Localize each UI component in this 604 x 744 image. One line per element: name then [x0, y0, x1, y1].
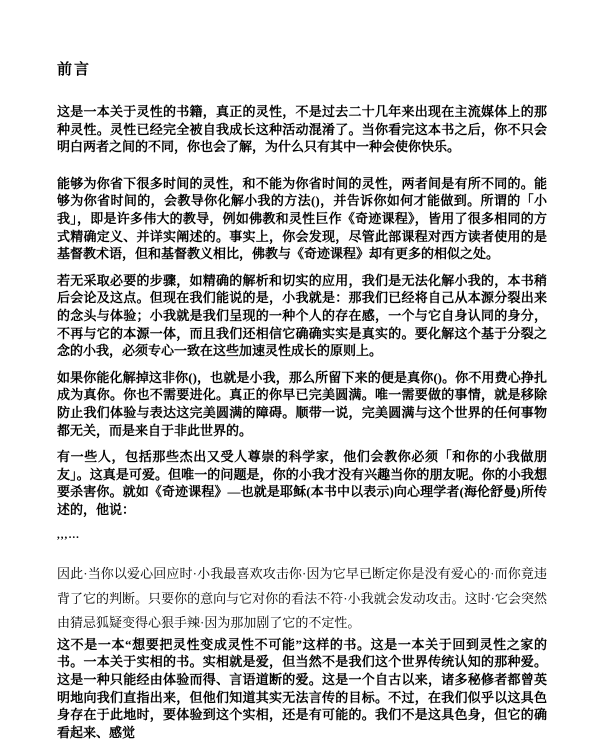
- paragraph-1: 这是一本关于灵性的书籍，真正的灵性，不是过去二十几年来出现在主流媒体上的那种灵性。灵性已经完全被自我成长这种活动混淆了。当你看完这本书之后，你不只会明白两者之间的不同，你也会了解，为什么只有其中一种会使你快乐。: [57, 104, 547, 155]
- paragraph-6-quote-response: 因此·当你以爱心回应时·小我最喜欢攻击你·因为它早已断定你是没有爱心的·而你竟违背了它的判断。只要你的意向与它对你的看法不符·小我就会发动攻击。这时·它会突然由猜忌狐疑变得心狠手辣·因为那加剧了它的不定性。: [57, 566, 547, 631]
- paragraph-4: 如果你能化解掉这非你()，也就是小我，那么所留下来的便是真你()。你不用费心挣扎成为真你。你也不需要进化。真正的你早已完美圆满。唯一需要做的事情，就是移除防止我们体验与表达这完美圆满的障碍。顺带一说，完美圆满与这个世界的任何事物都无关，而是来自于非此世界的。: [57, 369, 547, 438]
- paragraph-2: 能够为你省下很多时间的灵性，和不能为你省时间的灵性，两者间是有所不同的。能够为你省时间的，会教导你化解小我的方法()，并告诉你如何才能做到。所谓的「小我」，即是许多伟大的教导，例如佛教和灵性巨作《奇迹课程》，皆用了很多相同的方式精确定义、并详实阐述的。事实上，你会发现，尽管此部课程对西方读者使用的是基督教术语，但和基督教义相比，佛教与《奇迹课程》却有更多的相似之处。: [57, 175, 547, 262]
- paragraph-3: 若无采取必要的步骤，如精确的解析和切实的应用，我们是无法化解小我的，本书稍后会论及这点。但现在我们能说的是，小我就是：那我们已经将自己从本源分裂出来的念头与体验；小我就是我们呈现的一种个人的存在感，一个与它自身认同的身分，不再与它的本源一体，而且我们还相信它确确实实是真实的。要化解这个基于分裂之念的小我，必须专心一致在这些加速灵性成长的原则上。: [57, 272, 547, 359]
- paragraph-5: 有一些人，包括那些杰出又受人尊崇的科学家，他们会教你必须「和你的小我做朋友」。这真是可爱。但唯一的问题是，你的小我才没有兴趣当你的朋友呢。你的小我想要杀害你。就如《奇迹课程》—也就是耶稣(本书中以表示)向心理学者(海伦舒曼)所传述的，他说：: [57, 449, 547, 517]
- quote-placeholder-line: ,,,…: [57, 529, 81, 542]
- page-title: 前言: [57, 62, 92, 78]
- paragraph-7: 这不是一本“想要把灵性变成灵性不可能”这样的书。这是一本关于回到灵性之家的书。一本关于实相的书。实相就是爱，但当然不是我们这个世界传统认知的那种爱。这是一种只能经由体验而得、言语道断的爱。这是一个自古以来，诸多秘修者都曾英明地向我们直指出来，但他们知道其实无法言传的目标。不过，在我们似乎以这具色身存在于此地时，要体验到这个实相，还是有可能的。我们不是这具色身，但它的确看起来、感觉: [57, 636, 547, 740]
